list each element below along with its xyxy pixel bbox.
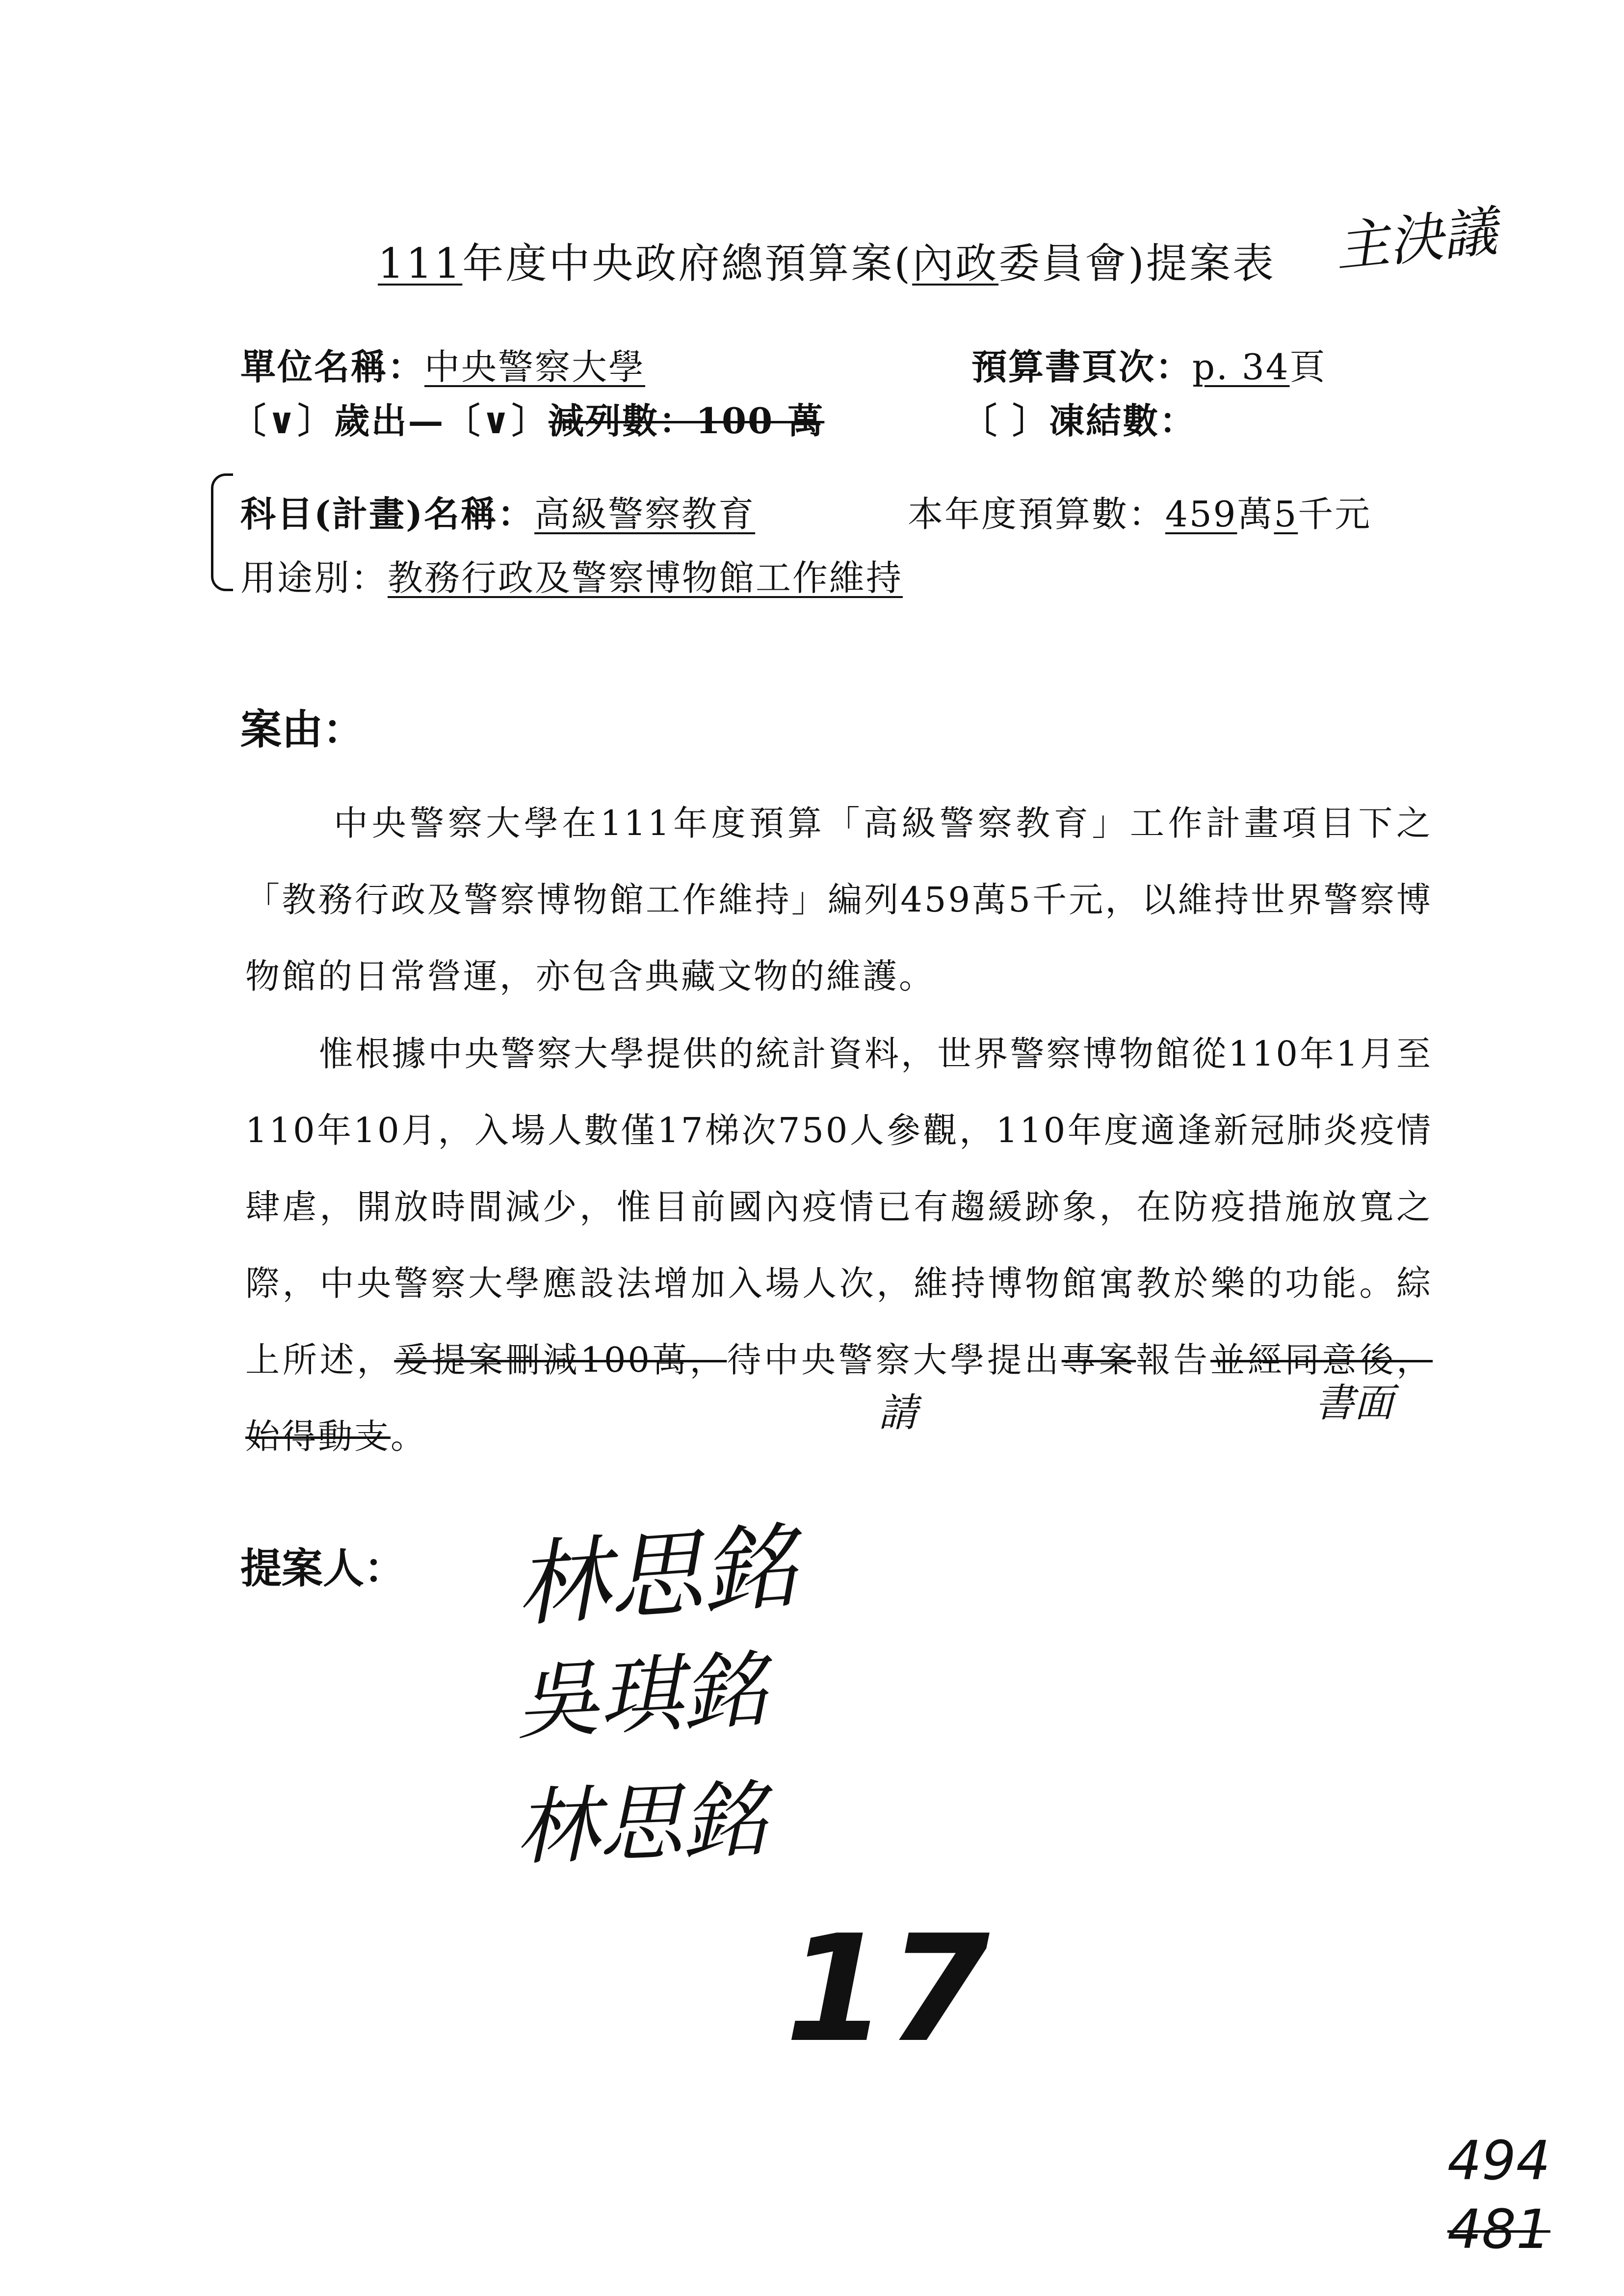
budget-thousand: 5: [1274, 494, 1298, 535]
page-title: [378, 231, 1276, 290]
page-ref-row: [971, 339, 1327, 390]
reason-p2-main: 惟根據中央警察大學提供的統計資料，世界警察博物館從110年1月至110年10月，入場人數僅17梯次750人參觀，110年度適逢新冠肺炎疫情肆虐，開放時間減少，惟目前國內疫情已有趨緩跡象，在防疫措施放寬之際，中央警察大學應設法增加入場人次，維持博物館寓教於樂的功能。綜上所述，: [245, 1034, 1433, 1380]
budget-wan-unit: 萬: [1237, 494, 1274, 535]
reason-struck-approval: 並經同意後，始得動支: [245, 1340, 1433, 1457]
use-label: 用途別：: [240, 557, 388, 599]
reason-p2-end: 。: [391, 1416, 427, 1457]
insertion-please: 請: [878, 1390, 917, 1435]
page-number: 17: [785, 1904, 990, 2075]
unit-value: 中央警察大學: [424, 346, 646, 388]
freeze-row: 〔 〕凍結數：: [962, 400, 1197, 442]
title-part-a: 年度中央政府總預算案(: [462, 239, 913, 287]
unit-label: 單位名稱：: [240, 346, 425, 388]
insertion-written: 書面: [1315, 1380, 1393, 1426]
budget-thousand-unit: 千元: [1298, 494, 1372, 535]
expenditure-checkbox: 〔∨〕歲出—〔∨〕: [231, 400, 549, 442]
cut-amount: 減列數：100 萬: [548, 400, 825, 442]
subject-brace: [211, 473, 233, 591]
page-ref-value: p. 34: [1192, 346, 1290, 388]
signature-1: 林思銘: [512, 1512, 799, 1640]
subject-row: [240, 486, 755, 537]
use-value: 教務行政及警察博物館工作維持: [388, 557, 903, 599]
use-row: [240, 549, 903, 600]
subject-label: 科目(計畫)名稱：: [240, 493, 535, 535]
reason-heading: 案由：: [240, 705, 365, 754]
unit-row: [240, 339, 645, 390]
budget-wan: 459: [1165, 494, 1237, 535]
budget-row: [908, 486, 1371, 537]
options-row: [231, 392, 824, 444]
signature-3: 林思銘: [514, 1771, 767, 1877]
page-ref-suffix: 頁: [1289, 346, 1327, 388]
reason-paragraph-1: 中央警察大學在111年度預算「高級警察教育」工作計畫項目下之「教務行政及警察博物館工作維持」編列459萬5千元，以維持世界警察博物館的日常營運，亦包含典藏文物的維護。: [245, 803, 1433, 996]
resolution-stamp: 主決議: [1332, 200, 1500, 279]
reason-struck-cut: 爰提案刪減100萬，: [394, 1340, 727, 1380]
reason-p2-await: 待中央警察大學提出: [727, 1340, 1062, 1380]
page-ref-label: 預算書頁次：: [971, 346, 1193, 388]
title-committee: 內政: [912, 239, 999, 287]
subject-value: 高級警察教育: [534, 494, 756, 535]
corner-number-top: 494: [1447, 2129, 1550, 2192]
title-year: 111: [378, 239, 463, 287]
reason-struck-special: 專案: [1061, 1340, 1136, 1380]
signature-2: 吳琪銘: [513, 1641, 768, 1752]
title-part-b: 委員會)提案表: [998, 239, 1276, 287]
corner-number-bottom: 481: [1447, 2198, 1550, 2261]
reason-p2-report: 報告: [1136, 1340, 1210, 1380]
reason-paragraph-2: [245, 1016, 1433, 1475]
proposer-label: 提案人：: [240, 1544, 406, 1592]
budget-label: 本年度預算數：: [908, 494, 1166, 535]
